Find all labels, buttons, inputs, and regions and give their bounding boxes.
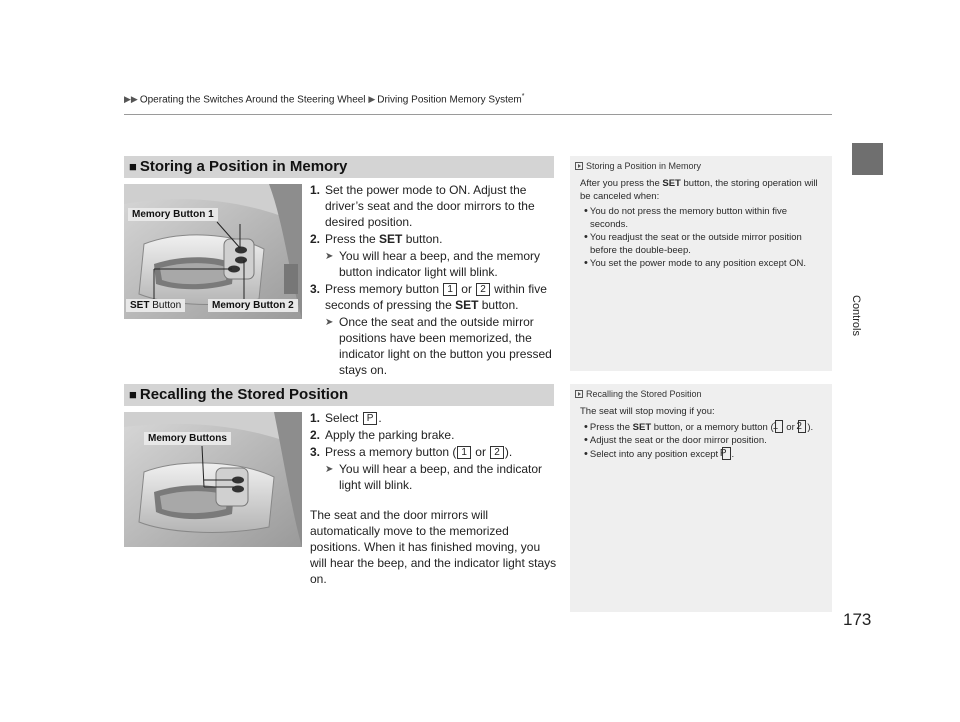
memory-key-2: 2: [476, 283, 490, 296]
note-icon: [575, 390, 583, 398]
step-text: [325, 231, 442, 247]
square-bullet-icon: ■: [129, 387, 137, 402]
header-rule: [124, 114, 832, 115]
memory-key-1: 1: [443, 283, 457, 296]
set-key-text: SET: [632, 422, 652, 433]
memory-key-1: 1: [775, 420, 783, 433]
recalling-steps: [310, 410, 558, 587]
section-heading-storing-text: Storing a Position in Memory: [139, 158, 348, 175]
set-key-text: SET: [379, 232, 403, 246]
result-text: Once the seat and the outside mirror positions have been memorized, the indicator light on the button you pressed stays on.: [339, 315, 552, 377]
door-panel-photo-storing: [124, 184, 302, 319]
breadcrumb-part2: Driving Position Memory System: [377, 94, 522, 106]
breadcrumb-part1: Operating the Switches Around the Steering Wheel: [139, 94, 366, 106]
park-key: P: [363, 412, 378, 425]
note-intro: The seat will stop moving if you:: [580, 406, 715, 417]
text-fragment: button, or a memory button (: [651, 422, 774, 433]
result-arrow-icon: ➤: [325, 317, 334, 328]
step-number: 1.: [310, 183, 321, 197]
text-fragment: button.: [478, 298, 519, 312]
text-fragment: ).: [807, 422, 814, 433]
memory-key-2: 2: [798, 420, 806, 433]
step-text: [325, 444, 512, 460]
text-fragment: or: [783, 422, 798, 433]
memory-key-2: 2: [490, 446, 504, 459]
result-text: You will hear a beep, and the indicator light will blink.: [339, 462, 543, 492]
page-number: 173: [843, 610, 872, 629]
callout-memory-button-2: Memory Button 2: [208, 299, 298, 312]
step-number: 3.: [310, 282, 321, 296]
section-heading-recalling-text: Recalling the Stored Position: [139, 386, 349, 403]
callout-memory-buttons: Memory Buttons: [144, 432, 231, 445]
text-fragment: Select into any position except: [589, 449, 721, 460]
set-key-text: SET: [455, 298, 479, 312]
storing-steps: [310, 182, 558, 379]
step-text: [325, 410, 382, 426]
section-heading-recalling: [124, 384, 554, 406]
note-bullet: • You do not press the memory button within five seconds.: [580, 205, 824, 231]
note-bullets: [580, 420, 824, 461]
set-key-label: SET: [130, 300, 150, 311]
text-fragment: button, the storing operation will be canceled when:: [580, 178, 818, 202]
breadcrumb-arrow-icon: ▶▶: [124, 94, 138, 105]
storing-step-3-result: [325, 314, 558, 378]
note-title-storing: [575, 160, 824, 173]
note-bullet: • Adjust the seat or the door mirror position.: [580, 434, 824, 447]
storing-step-1: [310, 182, 558, 230]
note-box-recalling: [570, 384, 832, 612]
side-section-label: Controls: [850, 295, 862, 336]
recalling-step-1: [310, 410, 558, 426]
note-bullet: [580, 420, 824, 434]
callout-set-button: [126, 299, 185, 312]
set-key-text: SET: [662, 178, 681, 189]
text-fragment: .: [378, 411, 382, 425]
callout-memory-button-1: Memory Button 1: [128, 208, 218, 221]
note-bullet: [580, 447, 824, 461]
text-fragment: Select: [325, 411, 362, 425]
breadcrumb-arrow-icon: ▶: [368, 94, 376, 105]
storing-step-3: [310, 281, 558, 313]
section-heading-storing: [124, 156, 554, 178]
text-fragment: .: [731, 449, 735, 460]
note-title-text: Recalling the Stored Position: [586, 389, 702, 399]
recalling-step-3-result: [325, 461, 558, 493]
step-number: 1.: [310, 411, 321, 425]
recalling-paragraph: The seat and the door mirrors will automatically move to the memorized positions. When it has finished moving, you will hear the beep, and the indicator light stays on.: [310, 508, 557, 586]
step-number: 2.: [310, 428, 321, 442]
set-button-rest: Button: [149, 300, 182, 311]
option-star: *: [521, 93, 525, 100]
storing-step-2: [310, 231, 558, 247]
note-title-text: Storing a Position in Memory: [586, 161, 702, 171]
recalling-step-2: [310, 427, 558, 443]
park-key: P: [722, 447, 731, 460]
result-text: You will hear a beep, and the memory button indicator light will blink.: [339, 249, 541, 279]
step-text: [325, 281, 558, 313]
result-arrow-icon: ➤: [325, 251, 334, 262]
note-bullet: • You set the power mode to any position except ON.: [580, 257, 824, 270]
breadcrumb: [124, 93, 524, 105]
recalling-step-3: [310, 444, 558, 460]
text-fragment: or: [471, 445, 490, 459]
result-arrow-icon: ➤: [325, 464, 334, 475]
step-number: 2.: [310, 232, 321, 246]
text-fragment: Press a memory button (: [325, 445, 457, 459]
door-panel-photo-recalling: [124, 412, 302, 547]
note-title-recalling: [575, 388, 824, 401]
text-fragment: ).: [504, 445, 513, 459]
square-bullet-icon: ■: [129, 159, 137, 174]
note-icon: [575, 162, 583, 170]
storing-step-2-result: [325, 248, 558, 280]
text-fragment: Press memory button: [325, 282, 443, 296]
step-text: Set the power mode to ON. Adjust the driver’s seat and the door mirrors to the desired position.: [325, 183, 535, 229]
text-fragment: within five seconds of pressing the: [325, 282, 547, 312]
note-bullets: [580, 205, 824, 270]
note-intro: [580, 177, 824, 203]
text-fragment: Press the: [589, 422, 633, 433]
text-fragment: Press the: [325, 232, 380, 246]
text-fragment: button.: [402, 232, 443, 246]
text-fragment: or: [457, 282, 476, 296]
memory-key-1: 1: [457, 446, 471, 459]
step-text: Apply the parking brake.: [325, 428, 455, 442]
note-bullet: • You readjust the seat or the outside mirror position before the double-beep.: [580, 231, 824, 257]
text-fragment: After you press the: [580, 178, 663, 189]
section-tab-marker: [852, 143, 883, 175]
note-box-storing: [570, 156, 832, 371]
step-number: 3.: [310, 445, 321, 459]
